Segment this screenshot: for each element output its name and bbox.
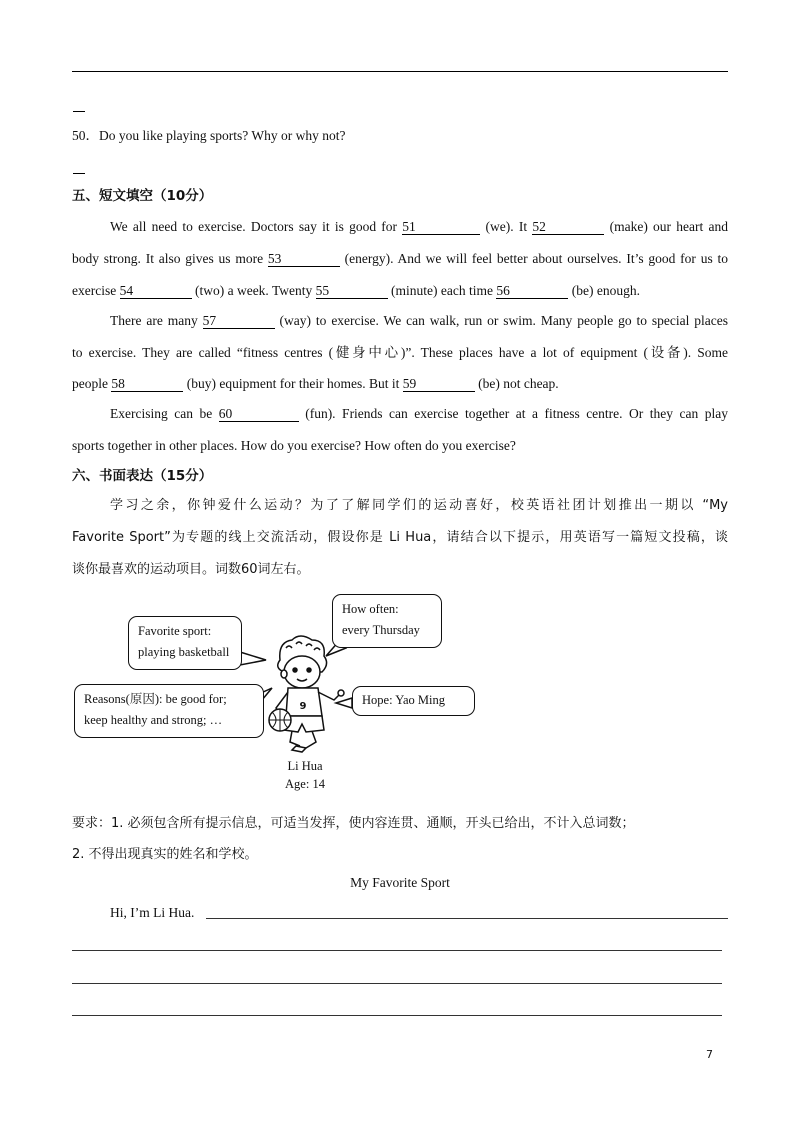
blank-59[interactable]: 59: [403, 376, 475, 392]
section-5-title: 五、短文填空（10分）: [72, 188, 213, 204]
cloze-line-5: to exercise. They are called “fitness centres (健身中心)”. These places have a lot of equipment (设备). Some: [72, 345, 728, 360]
writing-line-2[interactable]: [72, 950, 722, 951]
how-often-bubble: How often: every Thursday: [332, 594, 442, 648]
reasons-bubble: Reasons(原因): be good for; keep healthy and strong; …: [74, 684, 264, 738]
writing-line-3[interactable]: [72, 983, 722, 984]
writing-intro-line-2: Favorite Sport”为专题的线上交流活动，假设你是 Li Hua，请结合以下提示，用英语写一篇短文投稿，谈: [72, 530, 728, 545]
blank-60[interactable]: 60: [219, 406, 299, 422]
cloze-line-4: There are many 57 (way) to exercise. We can walk, run or swim. Many people go to special places: [110, 313, 728, 328]
requirements-line-1: 要求：1. 必须包含所有提示信息，可适当发挥，使内容连贯、通顺，开头已给出，不计入总词数；: [72, 816, 635, 831]
blank-52[interactable]: 52: [532, 219, 604, 235]
blank-53[interactable]: 53: [268, 251, 340, 267]
writing-intro-line-1: 学习之余，你钟爱什么运动？为了了解同学们的运动喜好，校英语社团计划推出一期以 “My: [110, 498, 728, 513]
jersey-number: 9: [299, 701, 307, 712]
favorite-sport-bubble: Favorite sport: playing basketball: [128, 616, 242, 670]
blank-51[interactable]: 51: [402, 219, 480, 235]
blank-55[interactable]: 55: [316, 283, 388, 299]
cloze-line-6: people 58 (buy) equipment for their homes. But it 59 (be) not cheap.: [72, 376, 559, 391]
writing-line-4[interactable]: [72, 1015, 722, 1016]
question-50: 50．Do you like playing sports? Why or why not?: [72, 128, 346, 143]
writing-intro-line-3: 谈你最喜欢的运动项目。词数60词左右。: [72, 562, 310, 577]
blank-58[interactable]: 58: [111, 376, 183, 392]
cloze-line-1: We all need to exercise. Doctors say it is good for 51 (we). It 52 (make) our heart and: [110, 219, 728, 234]
essay-title: My Favorite Sport: [350, 875, 450, 890]
blank-54[interactable]: 54: [120, 283, 192, 299]
hope-bubble-tail: [336, 698, 352, 708]
essay-start: Hi, I’m Li Hua.: [110, 905, 195, 920]
caption-age: Age: 14: [285, 777, 325, 791]
requirements-line-2: 2. 不得出现真实的姓名和学校。: [72, 847, 258, 862]
hope-bubble: Hope: Yao Ming: [352, 686, 475, 716]
cloze-line-7: Exercising can be 60 (fun). Friends can exercise together at a fitness centre. Or they can play: [110, 406, 728, 421]
page-number: 7: [706, 1048, 713, 1061]
blank-57[interactable]: 57: [203, 313, 275, 329]
favorite-bubble-tail: [240, 652, 266, 665]
cloze-line-2: body strong. It also gives us more 53 (energy). And we will feel better about ourselves. It’s good for us to: [72, 251, 728, 266]
blank-56[interactable]: 56: [496, 283, 568, 299]
cloze-line-3: exercise 54 (two) a week. Twenty 55 (minute) each time 56 (be) enough.: [72, 283, 640, 298]
cloze-line-8: sports together in other places. How do you exercise? How often do you exercise?: [72, 438, 516, 453]
writing-line-1[interactable]: [206, 918, 728, 919]
section-6-title: 六、书面表达（15分）: [72, 468, 213, 484]
caption-name: Li Hua: [287, 759, 323, 773]
